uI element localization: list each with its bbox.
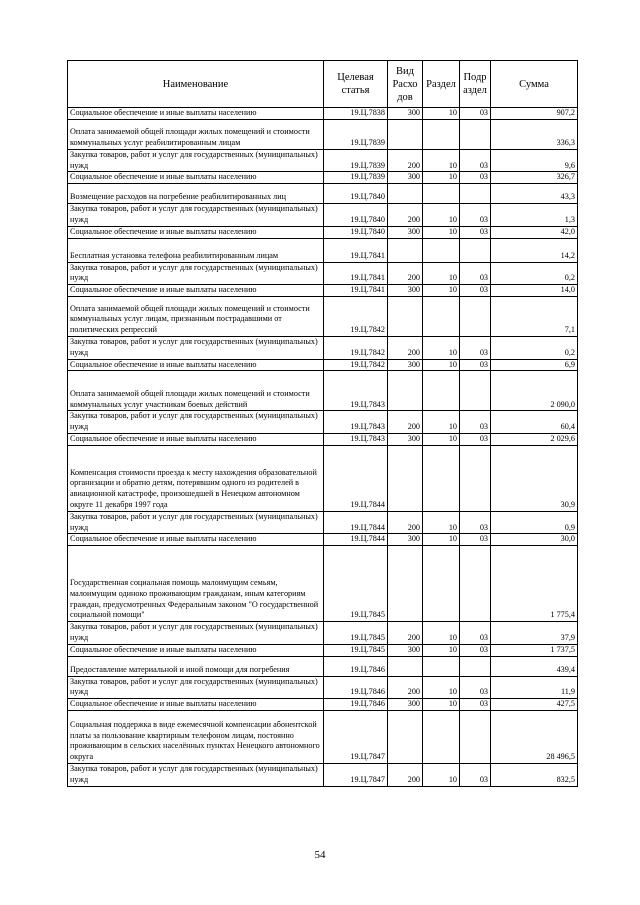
cell-subsection [460,656,491,676]
cell-name: Социальное обеспечение и иные выплаты населению [68,534,324,546]
cell-sum: 11,9 [491,676,578,699]
cell-sum: 326,7 [491,172,578,184]
cell-subsection: 03 [460,204,491,227]
table-row [68,285,578,297]
cell-name: Бесплатная установка телефона реабилитированным лицам [68,238,324,262]
cell-section [423,445,460,511]
cell-expense-type: 300 [388,108,423,120]
cell-subsection: 03 [460,172,491,184]
cell-sum: 9,6 [491,149,578,172]
table-row [68,296,578,336]
cell-target-article: 19.Ц.7842 [324,336,388,359]
cell-section [423,238,460,262]
cell-subsection: 03 [460,359,491,371]
cell-target-article: 19.Ц.7845 [324,546,388,622]
cell-expense-type: 200 [388,262,423,285]
cell-name: Возмещение расходов на погребение реабилитированных лиц [68,184,324,204]
table-row [68,172,578,184]
table-row [68,622,578,645]
cell-subsection: 03 [460,511,491,534]
cell-target-article: 19.Ц.7843 [324,433,388,445]
cell-subsection [460,184,491,204]
cell-expense-type [388,371,423,411]
cell-section [423,184,460,204]
cell-section: 10 [423,511,460,534]
cell-sum: 832,5 [491,763,578,786]
cell-name: Закупка товаров, работ и услуг для государственных (муниципальных) нужд [68,763,324,786]
cell-name: Социальное обеспечение и иные выплаты населению [68,359,324,371]
cell-section [423,656,460,676]
header-target-article: Целевая статья [324,61,388,108]
cell-target-article: 19.Ц.7840 [324,226,388,238]
cell-target-article: 19.Ц.7845 [324,622,388,645]
cell-sum: 37,9 [491,622,578,645]
table-row [68,433,578,445]
cell-expense-type: 300 [388,285,423,297]
cell-sum: 1,3 [491,204,578,227]
header-sum: Сумма [491,61,578,108]
cell-section [423,119,460,149]
cell-target-article: 19.Ц.7847 [324,710,388,763]
cell-expense-type: 200 [388,622,423,645]
cell-section [423,710,460,763]
cell-subsection: 03 [460,433,491,445]
table-body [68,108,578,787]
cell-target-article: 19.Ц.7847 [324,763,388,786]
cell-sum: 60,4 [491,411,578,434]
cell-target-article: 19.Ц.7844 [324,445,388,511]
page-number: 54 [314,849,326,861]
cell-section: 10 [423,262,460,285]
cell-subsection: 03 [460,699,491,711]
table-row [68,511,578,534]
cell-section: 10 [423,534,460,546]
cell-name: Закупка товаров, работ и услуг для государственных (муниципальных) нужд [68,262,324,285]
cell-subsection [460,296,491,336]
cell-expense-type: 300 [388,534,423,546]
cell-target-article: 19.Ц.7844 [324,511,388,534]
cell-sum: 0,2 [491,336,578,359]
cell-target-article: 19.Ц.7840 [324,184,388,204]
table-row [68,710,578,763]
cell-expense-type: 300 [388,172,423,184]
cell-target-article: 19.Ц.7845 [324,644,388,656]
cell-name: Социальное обеспечение и иные выплаты населению [68,108,324,120]
cell-expense-type: 200 [388,511,423,534]
cell-target-article: 19.Ц.7841 [324,238,388,262]
cell-name: Социальная поддержка в виде ежемесячной компенсации абонентской платы за пользование квартирным телефоном лицам, постоянно проживающим в сельских населённых пунктах Ненецкого автономного округа [68,710,324,763]
cell-sum: 2 090,0 [491,371,578,411]
header-name: Наименование [68,61,324,108]
cell-section: 10 [423,172,460,184]
cell-sum: 30,9 [491,445,578,511]
cell-expense-type [388,296,423,336]
table-row [68,238,578,262]
table-row [68,371,578,411]
cell-sum: 907,2 [491,108,578,120]
table-row [68,359,578,371]
cell-expense-type: 200 [388,763,423,786]
cell-sum: 14,2 [491,238,578,262]
cell-target-article: 19.Ц.7846 [324,656,388,676]
cell-expense-type [388,445,423,511]
cell-expense-type: 200 [388,676,423,699]
cell-section: 10 [423,149,460,172]
cell-sum: 14,0 [491,285,578,297]
cell-target-article: 19.Ц.7841 [324,285,388,297]
cell-subsection: 03 [460,336,491,359]
table-row [68,226,578,238]
cell-target-article: 19.Ц.7841 [324,262,388,285]
cell-name: Закупка товаров, работ и услуг для государственных (муниципальных) нужд [68,511,324,534]
cell-target-article: 19.Ц.7842 [324,359,388,371]
cell-target-article: 19.Ц.7843 [324,371,388,411]
cell-name: Закупка товаров, работ и услуг для государственных (муниципальных) нужд [68,411,324,434]
table-row [68,204,578,227]
table-row [68,676,578,699]
cell-section: 10 [423,204,460,227]
cell-section: 10 [423,699,460,711]
cell-subsection [460,238,491,262]
cell-section: 10 [423,676,460,699]
cell-subsection: 03 [460,644,491,656]
cell-sum: 427,5 [491,699,578,711]
cell-target-article: 19.Ц.7840 [324,204,388,227]
table-row [68,656,578,676]
cell-target-article: 19.Ц.7839 [324,149,388,172]
cell-name: Закупка товаров, работ и услуг для государственных (муниципальных) нужд [68,622,324,645]
cell-subsection [460,371,491,411]
cell-subsection [460,546,491,622]
cell-name: Закупка товаров, работ и услуг для государственных (муниципальных) нужд [68,336,324,359]
cell-expense-type: 200 [388,204,423,227]
cell-sum: 1 775,4 [491,546,578,622]
cell-expense-type [388,656,423,676]
table-row [68,445,578,511]
cell-expense-type [388,119,423,149]
cell-sum: 6,9 [491,359,578,371]
cell-target-article: 19.Ц.7842 [324,296,388,336]
table-row [68,119,578,149]
cell-sum: 0,9 [491,511,578,534]
table-row [68,108,578,120]
cell-subsection: 03 [460,676,491,699]
table-row [68,546,578,622]
cell-subsection [460,119,491,149]
cell-subsection: 03 [460,262,491,285]
cell-target-article: 19.Ц.7838 [324,108,388,120]
cell-section: 10 [423,763,460,786]
cell-expense-type [388,184,423,204]
cell-subsection [460,445,491,511]
cell-target-article: 19.Ц.7839 [324,119,388,149]
cell-expense-type: 300 [388,359,423,371]
cell-section: 10 [423,359,460,371]
cell-sum: 1 737,5 [491,644,578,656]
header-section: Раздел [423,61,460,108]
cell-name: Компенсация стоимости проезда к месту нахождения образовательной организации и обратно детям, потерявшим одного из родителей в авиационной катастрофе, произошедшей в Ненецком автономном округе 11 декабря 1997 года [68,445,324,511]
cell-sum: 0,2 [491,262,578,285]
cell-name: Оплата занимаемой общей площади жилых помещений и стоимости коммунальных услуг лицам, признанным пострадавшими от политических репрессий [68,296,324,336]
cell-name: Социальное обеспечение и иные выплаты населению [68,226,324,238]
table-row [68,763,578,786]
cell-subsection: 03 [460,763,491,786]
cell-sum: 42,0 [491,226,578,238]
cell-subsection: 03 [460,108,491,120]
cell-target-article: 19.Ц.7843 [324,411,388,434]
cell-expense-type: 300 [388,433,423,445]
cell-subsection: 03 [460,149,491,172]
cell-section [423,296,460,336]
cell-name: Социальное обеспечение и иные выплаты населению [68,699,324,711]
cell-section: 10 [423,336,460,359]
cell-subsection: 03 [460,226,491,238]
cell-subsection: 03 [460,622,491,645]
cell-section: 10 [423,411,460,434]
cell-section [423,371,460,411]
cell-section: 10 [423,622,460,645]
cell-target-article: 19.Ц.7844 [324,534,388,546]
cell-name: Оплата занимаемой общей площади жилых помещений и стоимости коммунальных услуг реабилитированным лицам [68,119,324,149]
cell-target-article: 19.Ц.7839 [324,172,388,184]
cell-expense-type [388,710,423,763]
budget-table [67,60,578,787]
cell-sum: 439,4 [491,656,578,676]
cell-name: Социальное обеспечение и иные выплаты населению [68,172,324,184]
cell-name: Закупка товаров, работ и услуг для государственных (муниципальных) нужд [68,204,324,227]
cell-name: Государственная социальная помощь малоимущим семьям, малоимущим одиноко проживающим гражданам, иным категориям граждан, предусмотренных Федеральным законом "О государственной социальной помощи" [68,546,324,622]
table-row [68,184,578,204]
cell-expense-type: 300 [388,644,423,656]
cell-section: 10 [423,433,460,445]
table-row [68,411,578,434]
cell-section: 10 [423,644,460,656]
cell-name: Социальное обеспечение и иные выплаты населению [68,433,324,445]
table-row [68,644,578,656]
cell-subsection: 03 [460,285,491,297]
cell-name: Социальное обеспечение и иные выплаты населению [68,644,324,656]
table-row [68,534,578,546]
cell-subsection [460,710,491,763]
header-subsection: Подр аздел [460,61,491,108]
cell-section [423,546,460,622]
cell-section: 10 [423,108,460,120]
cell-expense-type: 200 [388,336,423,359]
cell-sum: 28 496,5 [491,710,578,763]
table-row [68,699,578,711]
cell-expense-type: 200 [388,411,423,434]
cell-sum: 2 029,6 [491,433,578,445]
cell-sum: 43,3 [491,184,578,204]
cell-name: Социальное обеспечение и иные выплаты населению [68,285,324,297]
header-expense-type: Вид Расхо дов [388,61,423,108]
cell-target-article: 19.Ц.7846 [324,699,388,711]
cell-expense-type: 300 [388,226,423,238]
cell-subsection: 03 [460,534,491,546]
cell-sum: 336,3 [491,119,578,149]
table-header-row [68,61,578,108]
table-row [68,336,578,359]
cell-subsection: 03 [460,411,491,434]
cell-target-article: 19.Ц.7846 [324,676,388,699]
table-row [68,149,578,172]
cell-section: 10 [423,226,460,238]
cell-expense-type: 200 [388,149,423,172]
cell-sum: 30,0 [491,534,578,546]
cell-name: Предоставление материальной и иной помощи для погребения [68,656,324,676]
cell-expense-type: 300 [388,699,423,711]
cell-name: Оплата занимаемой общей площади жилых помещений и стоимости коммунальных услуг участникам боевых действий [68,371,324,411]
table-row [68,262,578,285]
cell-section: 10 [423,285,460,297]
cell-sum: 7,1 [491,296,578,336]
cell-name: Закупка товаров, работ и услуг для государственных (муниципальных) нужд [68,676,324,699]
cell-expense-type [388,546,423,622]
cell-expense-type [388,238,423,262]
cell-name: Закупка товаров, работ и услуг для государственных (муниципальных) нужд [68,149,324,172]
